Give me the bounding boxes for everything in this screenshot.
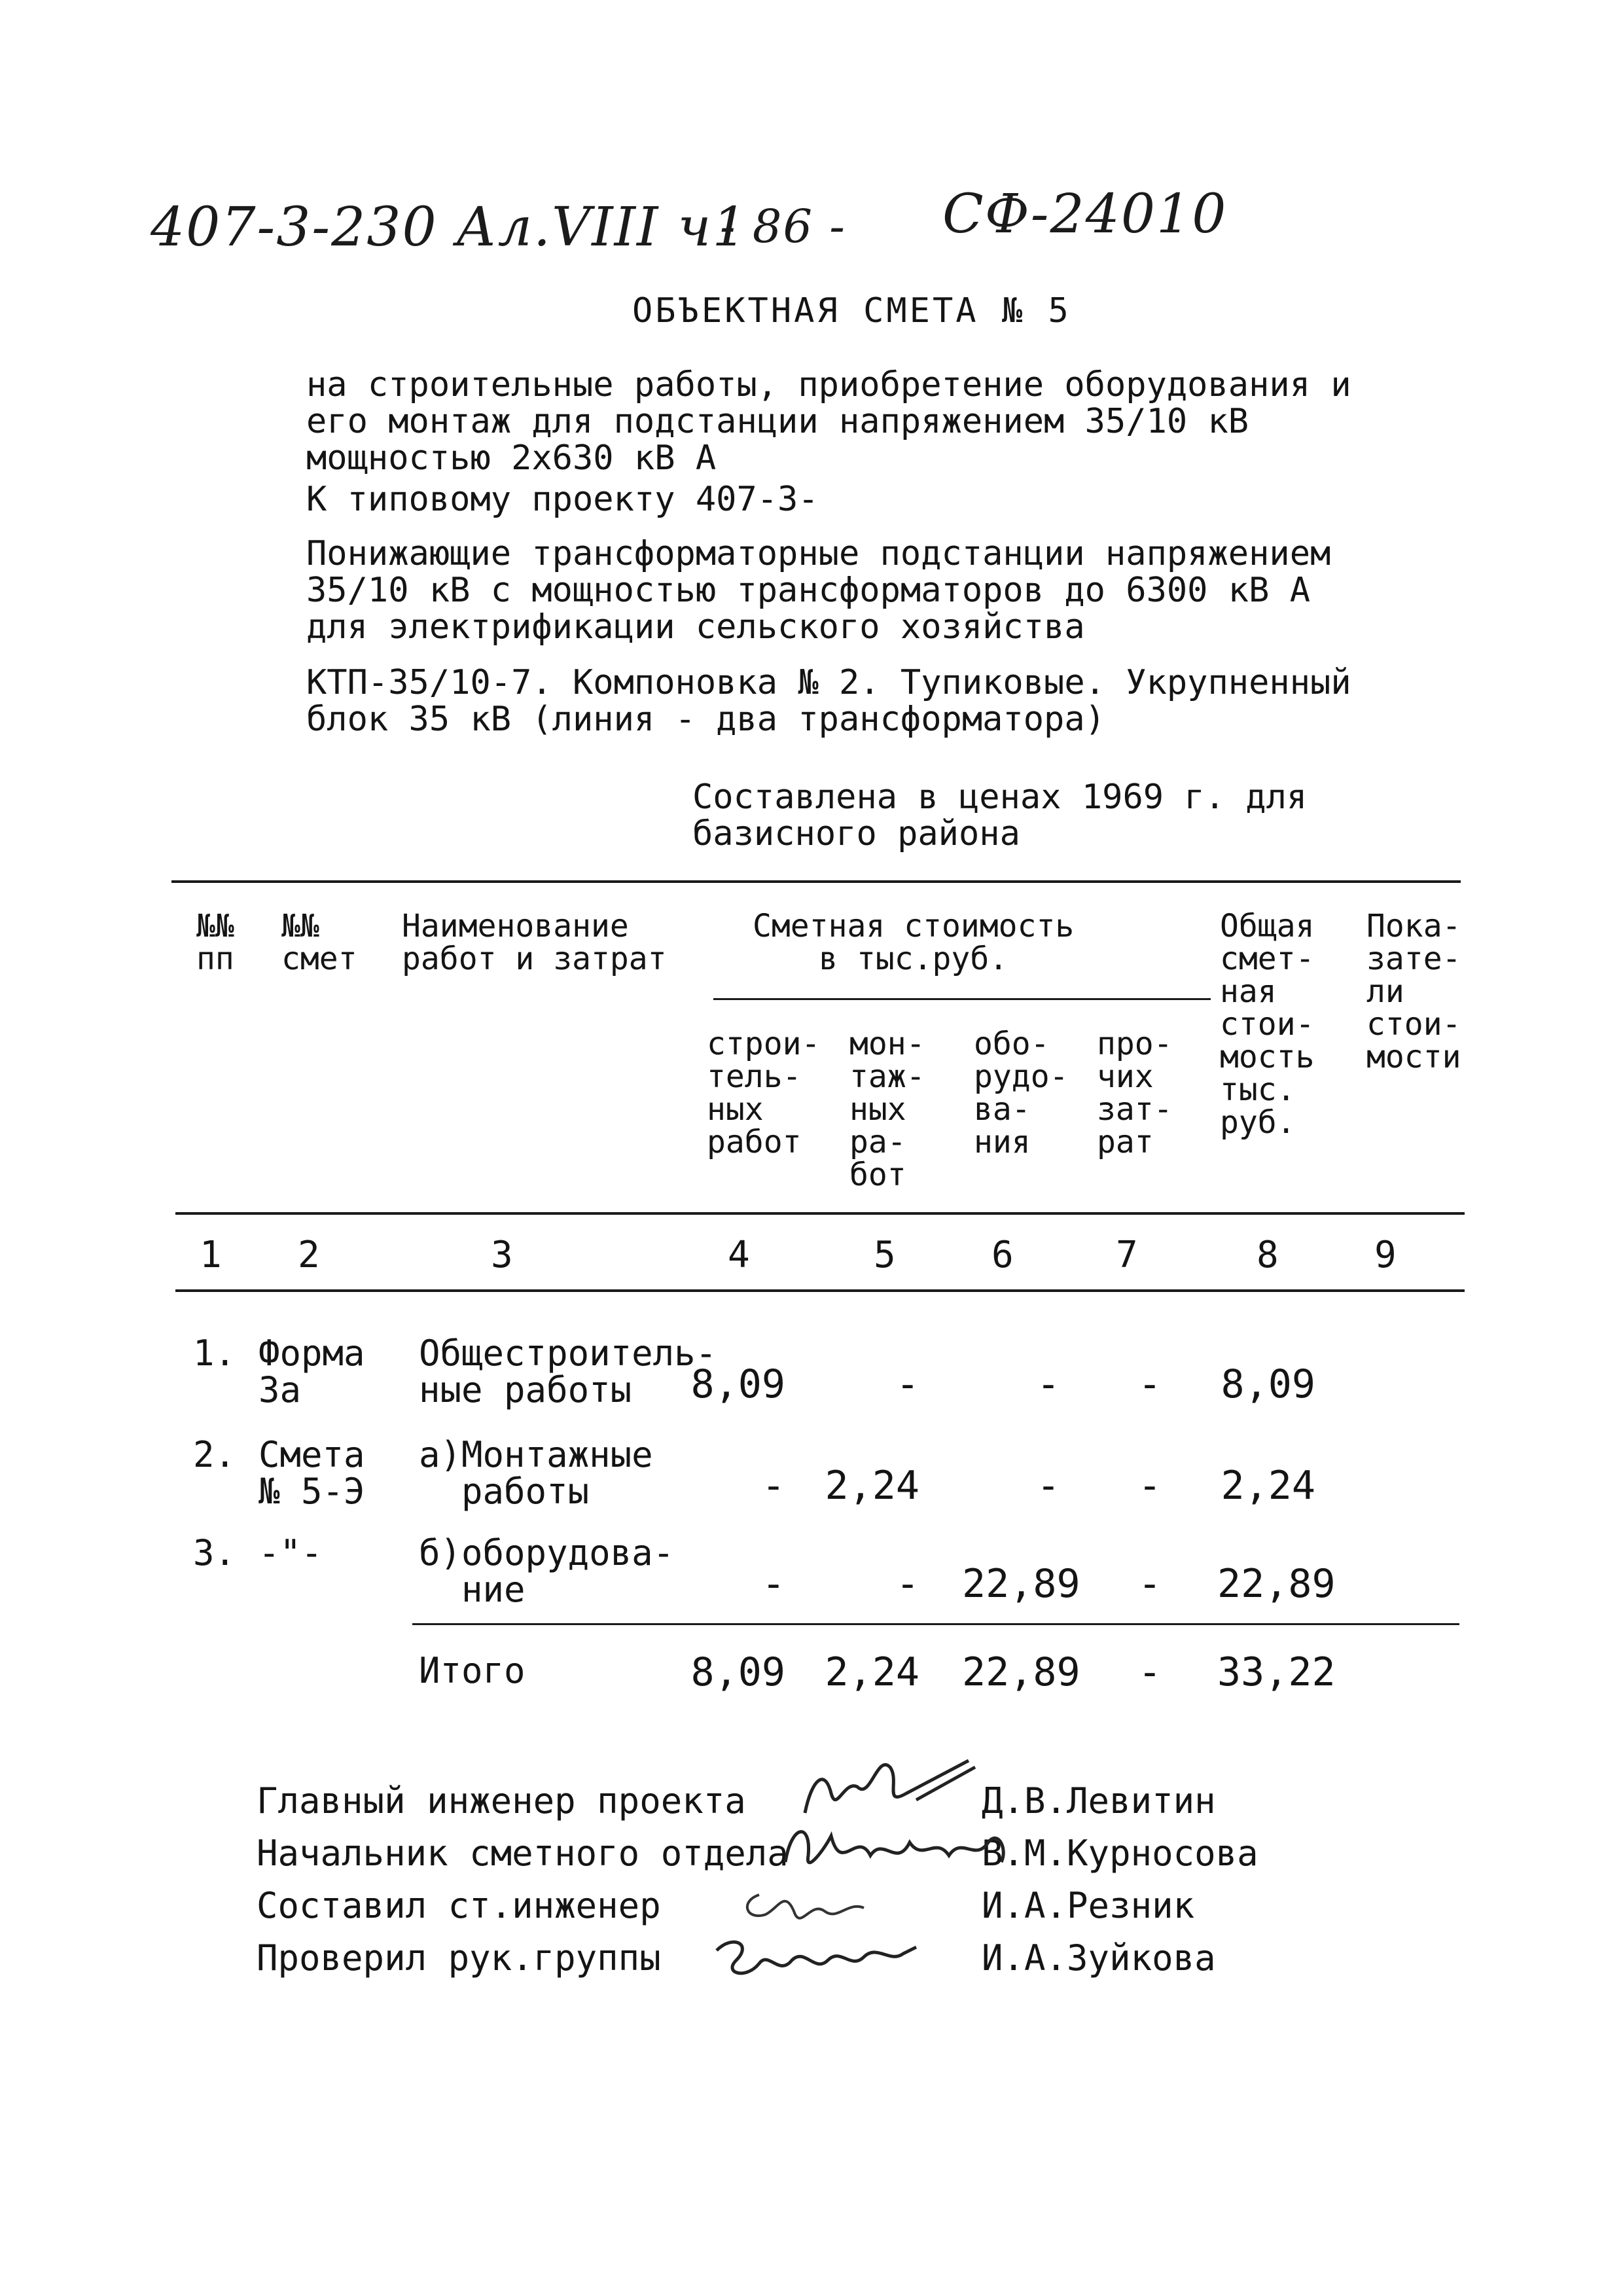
row-installation-value: - (895, 1361, 919, 1407)
header-bottom-rule (175, 1212, 1465, 1215)
header-construction-works: строи- тель- ных работ (707, 1026, 821, 1160)
row-equipment-value: 22,89 (962, 1561, 1080, 1607)
total-construction-value: 8,09 (690, 1649, 785, 1695)
column-number: 4 (728, 1234, 750, 1276)
column-number: 3 (491, 1234, 513, 1276)
row-number: 1. (193, 1333, 236, 1374)
header-works-name: Наименование работ и затрат (402, 908, 667, 977)
header-installation-works: мон- таж- ных ра- бот (849, 1026, 925, 1193)
row-estimate-ref: Форма 3а (259, 1333, 365, 1410)
project-description: Понижающие трансформаторные подстанции напряжением 35/10 кВ с мощностью трансформаторов до 6300 кВ А для электрификации сельского хозяйства (306, 534, 1331, 647)
row-total-value: 22,89 (1217, 1561, 1336, 1607)
row-other-value: - (1137, 1561, 1162, 1607)
header-other-costs: про- чих зат- рат (1097, 1026, 1173, 1160)
column-number: 9 (1374, 1234, 1397, 1276)
header-estimate-number: №№ смет (281, 908, 357, 977)
row-number: 3. (193, 1532, 236, 1573)
document-title: ОБЪЕКТНАЯ СМЕТА № 5 (632, 291, 1071, 331)
header-total-cost: Общая смет- ная стои- мость тыс. руб. (1220, 908, 1315, 1141)
column-number: 1 (200, 1234, 222, 1276)
row-works-name: Общестроитель- ные работы (419, 1333, 717, 1410)
project-reference: К типовому проекту 407-3- (306, 480, 819, 519)
row-estimate-ref: -"- (259, 1532, 323, 1573)
header-estimated-cost-group: Сметная стоимость в тыс.руб. (753, 908, 1075, 977)
handwritten-code: СФ-24010 (942, 183, 1228, 245)
row-works-name: а)Монтажные работы (419, 1434, 653, 1512)
row-equipment-value: - (1036, 1463, 1060, 1509)
row-other-value: - (1137, 1361, 1162, 1407)
signer-role: Проверил рук.группы (257, 1937, 661, 1979)
row-number: 2. (193, 1434, 236, 1475)
signer-role: Начальник сметного отдела (257, 1833, 789, 1874)
total-label: Итого (419, 1650, 526, 1691)
total-installation-value: 2,24 (825, 1649, 919, 1695)
row-other-value: - (1137, 1463, 1162, 1509)
prices-note: Составлена в ценах 1969 г. для базисного района (692, 778, 1308, 853)
signer-name: В.М.Курносова (982, 1833, 1258, 1874)
signer-role: Составил ст.инженер (257, 1885, 661, 1926)
header-equipment: обо- рудо- ва- ния (974, 1026, 1069, 1160)
column-number: 6 (991, 1234, 1014, 1276)
row-total-value: 8,09 (1221, 1361, 1315, 1407)
layout-description: КТП-35/10-7. Компоновка № 2. Тупиковые. Укрупненный блок 35 кВ (линия - два трансформатора) (306, 663, 1351, 739)
signer-name: И.А.Зуйкова (982, 1937, 1216, 1979)
header-row-number: №№ пп (196, 908, 234, 977)
column-numbers-rule (175, 1289, 1465, 1292)
total-other-value: - (1137, 1649, 1162, 1695)
signer-name: Д.В.Левитин (982, 1780, 1216, 1821)
row-construction-value: - (761, 1463, 785, 1509)
header-cost-indicators: Пока- зате- ли стои- мости (1366, 908, 1461, 1075)
row-estimate-ref: Смета № 5-Э (259, 1434, 365, 1512)
column-number: 8 (1257, 1234, 1279, 1276)
intro-paragraph: на строительные работы, приобретение оборудования и его монтаж для подстанции напряжением 35/10 кВ мощностью 2х630 кВ А (306, 365, 1351, 478)
total-sum-value: 33,22 (1217, 1649, 1336, 1695)
row-construction-value: - (761, 1561, 785, 1607)
table-top-rule (171, 880, 1461, 883)
signer-name: И.А.Резник (982, 1885, 1195, 1926)
header-group-rule (713, 998, 1211, 1000)
total-equipment-value: 22,89 (962, 1649, 1080, 1695)
row-total-value: 2,24 (1221, 1463, 1315, 1509)
signature-scribble (707, 1924, 923, 1996)
row-equipment-value: - (1036, 1361, 1060, 1407)
signer-role: Главный инженер проекта (257, 1780, 746, 1821)
row-installation-value: - (895, 1561, 919, 1607)
row-construction-value: 8,09 (690, 1361, 785, 1407)
column-number: 2 (298, 1234, 320, 1276)
column-number: 5 (874, 1234, 896, 1276)
row-installation-value: 2,24 (825, 1463, 919, 1509)
handwritten-page-number: - 86 - (720, 200, 846, 253)
column-number: 7 (1116, 1234, 1138, 1276)
row-works-name: б)оборудова- ние (419, 1532, 675, 1610)
handwritten-document-number: 407-3-230 Ал.VIII ч1 (151, 196, 748, 259)
total-rule (412, 1623, 1459, 1625)
